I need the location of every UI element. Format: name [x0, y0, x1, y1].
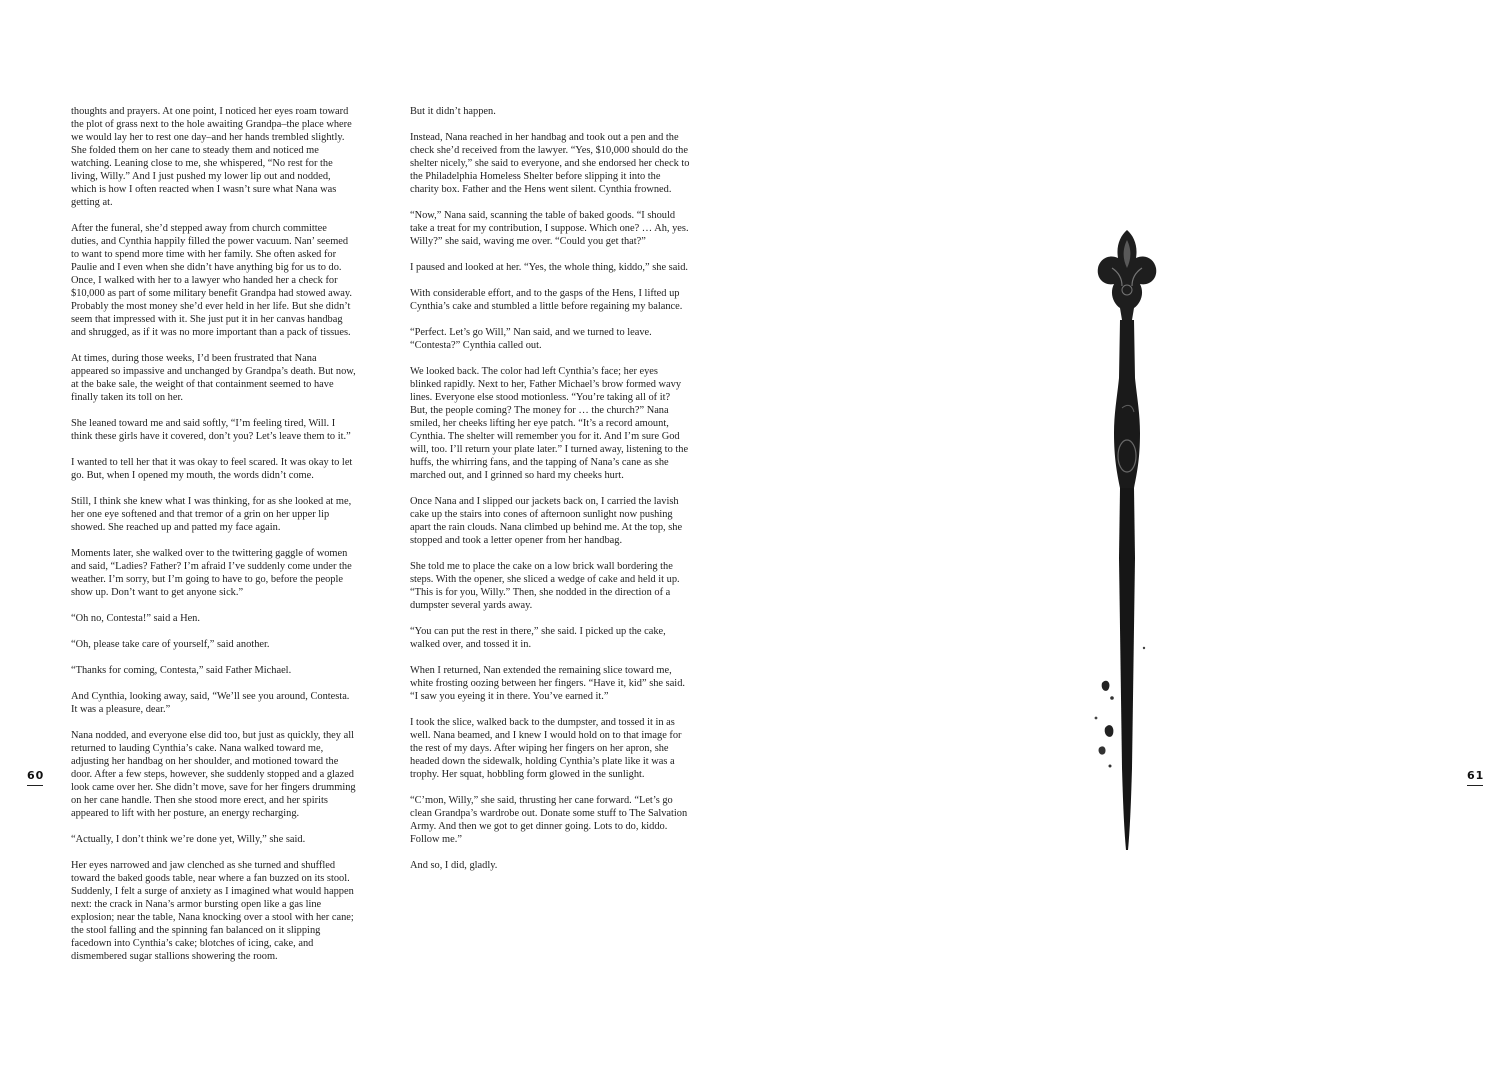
paragraph: I took the slice, walked back to the dumpster, and tossed it in as well. Nana beamed, and I knew I would hold on to that image for the rest of my days. After wiping her fingers on her apron, she headed down the sidewalk, holding Cynthia’s plate like it was a trophy. Her squat, hobbling form glowed in the sunlight.	[410, 717, 682, 780]
paragraph: She leaned toward me and said softly, “I’m feeling tired, Will. I think these girls have it covered, don’t you? Let’s leave them to it.”	[71, 418, 351, 442]
paragraph: We looked back. The color had left Cynthia’s face; her eyes blinked rapidly. Next to her, Father Michael’s brow formed wavy lines. Everyone else stood motionless. “You’re taking all of it? But, the people coming? The money for … the church?” Nana smiled, her cheeks lifting her eye patch. “It’s a record amount, Cynthia. The shelter will remember you for it. And I’m sure God will, too. I’ll return your plate later.” I turned away, listening to the huffs, the whirring fans, and the tapping of Nana’s cane as she marched out, and I grinned so hard my cheeks hurt.	[410, 366, 689, 481]
paragraph: Still, I think she knew what I was thinking, for as she looked at me, her one eye softened and that tremor of a grin on her upper lip showed. She reached up and patted my face again.	[71, 496, 352, 533]
paragraph: But it didn’t happen.	[410, 106, 496, 117]
paragraph: At times, during those weeks, I’d been frustrated that Nana appeared so impassive and unchanged by Grandpa’s death. But now, at the bake sale, the weight of that containment seemed to have finally taken its toll on her.	[71, 353, 356, 403]
paragraph: “Oh, please take care of yourself,” said another.	[71, 639, 270, 650]
paragraph: “C’mon, Willy,” she said, thrusting her cane forward. “Let’s go clean Grandpa’s wardrobe out. Donate some stuff to The Salvation Army. And then we got to get dinner going. Lots to do, kiddo. Follow me.”	[410, 795, 688, 845]
paragraph: thoughts and prayers. At one point, I noticed her eyes roam toward the plot of grass next to the hole awaiting Grandpa–the place where we would lay her to rest one day–and her hands trembled slightly. She folded them on her cane to steady them and noticed me watching. Leaning close to me, she whispered, “No rest for the living, Willy.” And I just pushed my lower lip out and nodded, which is how I often reacted when I wasn’t sure what Nana was getting at.	[71, 106, 352, 208]
paragraph: Once Nana and I slipped our jackets back on, I carried the lavish cake up the stairs into cones of afternoon sunlight now pushing apart the rain clouds. Nana climbed up behind me. At the top, she stopped and took a letter opener from her handbag.	[410, 496, 683, 546]
paragraph: “Now,” Nana said, scanning the table of baked goods. “I should take a treat for my contribution, I suppose. Which one? … Ah, yes. Willy?” she said, waving me over. “Could you get that?”	[410, 210, 689, 247]
page-number-right: 61	[1467, 769, 1483, 786]
paragraph: “Oh no, Contesta!” said a Hen.	[71, 613, 200, 624]
paragraph: “You can put the rest in there,” she said. I picked up the cake, walked over, and tossed it in.	[410, 626, 666, 650]
paragraph: I paused and looked at her. “Yes, the whole thing, kiddo,” she said.	[410, 262, 688, 273]
paragraph: I wanted to tell her that it was okay to feel scared. It was okay to let go. But, when I opened my mouth, the words didn’t come.	[71, 457, 353, 481]
paragraph: Nana nodded, and everyone else did too, but just as quickly, they all returned to lauding Cynthia’s cake. Nana walked toward me, adjusting her handbag on her shoulder, and motioned toward the door. After a few steps, however, she suddenly stopped and a glazed look came over her. She didn’t move, save for her fingers drumming on her cane handle. Then she stood more erect, and her spirits appeared to lift with her posture, an energy recharging.	[71, 730, 356, 819]
left-page-text	[71, 105, 356, 976]
paragraph: When I returned, Nan extended the remaining slice toward me, white frosting oozing between her fingers. “Have it, kid” she said. “I saw you eyeing it in there. You’ve earned it.”	[410, 665, 685, 702]
paragraph: Moments later, she walked over to the twittering gaggle of women and said, “Ladies? Father? I’m afraid I’ve suddenly come under the weather. I’m sorry, but I’m going to have to go, before the people show up. Don’t want to get anyone sick.”	[71, 548, 352, 598]
paragraph: And so, I did, gladly.	[410, 860, 498, 871]
paragraph: “Actually, I don’t think we’re done yet, Willy,” she said.	[71, 834, 306, 845]
paragraph: “Perfect. Let’s go Will,” Nan said, and we turned to leave. “Contesta?” Cynthia called out.	[410, 327, 652, 351]
paragraph: After the funeral, she’d stepped away from church committee duties, and Cynthia happily filled the power vacuum. Nan’ seemed to want to spend more time with her family. She often asked for Paulie and I even when she didn’t have anything big for us to do. Once, I walked with her to a lawyer who handed her a check for $10,000 as part of some military benefit Grandpa had stowed away. Probably the most money she’d ever held in her life. But she didn’t seem that impressed with it. She just put it in her canvas handbag and shrugged, as if it was no more important than a pack of tissues.	[71, 223, 352, 338]
paragraph: With considerable effort, and to the gasps of the Hens, I lifted up Cynthia’s cake and stumbled a little before regaining my balance.	[410, 288, 683, 312]
ornate-cane-icon	[1082, 228, 1172, 858]
page-number-left: 60	[27, 769, 43, 786]
middle-column-text	[410, 105, 690, 885]
paragraph: Her eyes narrowed and jaw clenched as she turned and shuffled toward the baked goods table, near where a fan buzzed on its stool. Suddenly, I felt a surge of anxiety as I imagined what would happen next: the crack in Nana’s armor bursting open like a gas line explosion; near the table, Nana knocking over a stool with her cane; the stool falling and the spinning fan balanced on it slipping facedown into Cynthia’s cake; blotches of icing, cake, and dismembered sugar stallions showering the room.	[71, 860, 354, 962]
paragraph: “Thanks for coming, Contesta,” said Father Michael.	[71, 665, 292, 676]
paragraph: She told me to place the cake on a low brick wall bordering the steps. With the opener, she sliced a wedge of cake and held it up. “This is for you, Willy.” Then, she nodded in the direction of a dumpster several yards away.	[410, 561, 680, 611]
paragraph: And Cynthia, looking away, said, “We’ll see you around, Contesta. It was a pleasure, dear.”	[71, 691, 350, 715]
paragraph: Instead, Nana reached in her handbag and took out a pen and the check she’d received from the lawyer. “Yes, $10,000 should do the shelter nicely,” she said to everyone, and she endorsed her check to the Philadelphia Homeless Shelter before slipping it into the charity box. Father and the Hens went silent. Cynthia frowned.	[410, 132, 690, 195]
